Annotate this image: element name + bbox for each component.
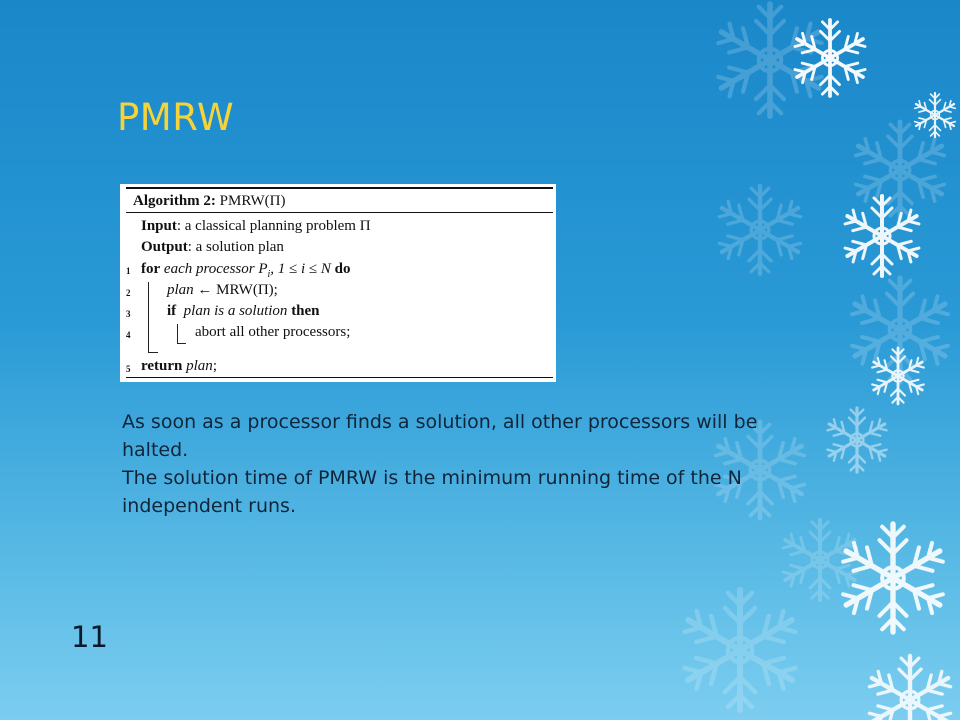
algorithm-line-3 [167, 303, 320, 320]
algorithm-line-2 [167, 282, 278, 299]
then-keyword: then [291, 303, 320, 319]
do-keyword: do [334, 261, 351, 277]
algorithm-line-4 [195, 324, 350, 341]
header-rule [126, 212, 553, 213]
return-keyword: return [141, 358, 183, 374]
if-block-bar [177, 324, 178, 343]
if-block-end [177, 343, 186, 344]
assignment-text: ← MRW(Π); [193, 282, 278, 298]
line-number-5: 5 [126, 364, 131, 374]
bottom-rule [126, 377, 553, 378]
for-block-end [148, 352, 158, 353]
line-number-3: 3 [126, 309, 131, 319]
for-keyword: for [141, 261, 161, 277]
algorithm-label: Algorithm 2: [133, 193, 216, 209]
algorithm-name: PMRW(Π) [219, 193, 286, 209]
algorithm-figure [120, 184, 556, 382]
paragraph-solution-time: The solution time of PMRW is the minimum running time of the N independent runs. [122, 467, 742, 517]
line-number-1: 1 [126, 266, 131, 276]
input-keyword: Input [141, 218, 177, 234]
line-number-4: 4 [126, 330, 131, 340]
for-condition: , 1 ≤ i ≤ N [270, 261, 331, 277]
for-block-bar [148, 282, 149, 352]
paragraph-halting: As soon as a processor finds a solution, all other processors will be halted. [122, 411, 758, 461]
for-expression: each processor P [163, 261, 268, 277]
input-line [141, 218, 371, 235]
algorithm-line-1 [141, 261, 351, 280]
plan-variable: plan [167, 282, 194, 298]
return-end: ; [212, 358, 217, 374]
output-keyword: Output [141, 239, 188, 255]
if-keyword: if [167, 303, 177, 319]
for-subscript: i [267, 269, 271, 280]
input-text: : a classical planning problem Π [176, 218, 371, 234]
abort-text: abort all other processors; [195, 324, 351, 340]
output-line [141, 239, 284, 256]
algorithm-line-5 [141, 358, 217, 375]
slide-title: PMRW [117, 96, 235, 139]
if-condition: plan is a solution [183, 303, 288, 319]
top-rule [126, 187, 553, 189]
output-text: : a solution plan [187, 239, 284, 255]
line-number-2: 2 [126, 288, 131, 298]
return-variable: plan [186, 358, 213, 374]
slide-body [122, 408, 762, 520]
page-number: 11 [71, 620, 108, 654]
algorithm-header [133, 193, 286, 210]
